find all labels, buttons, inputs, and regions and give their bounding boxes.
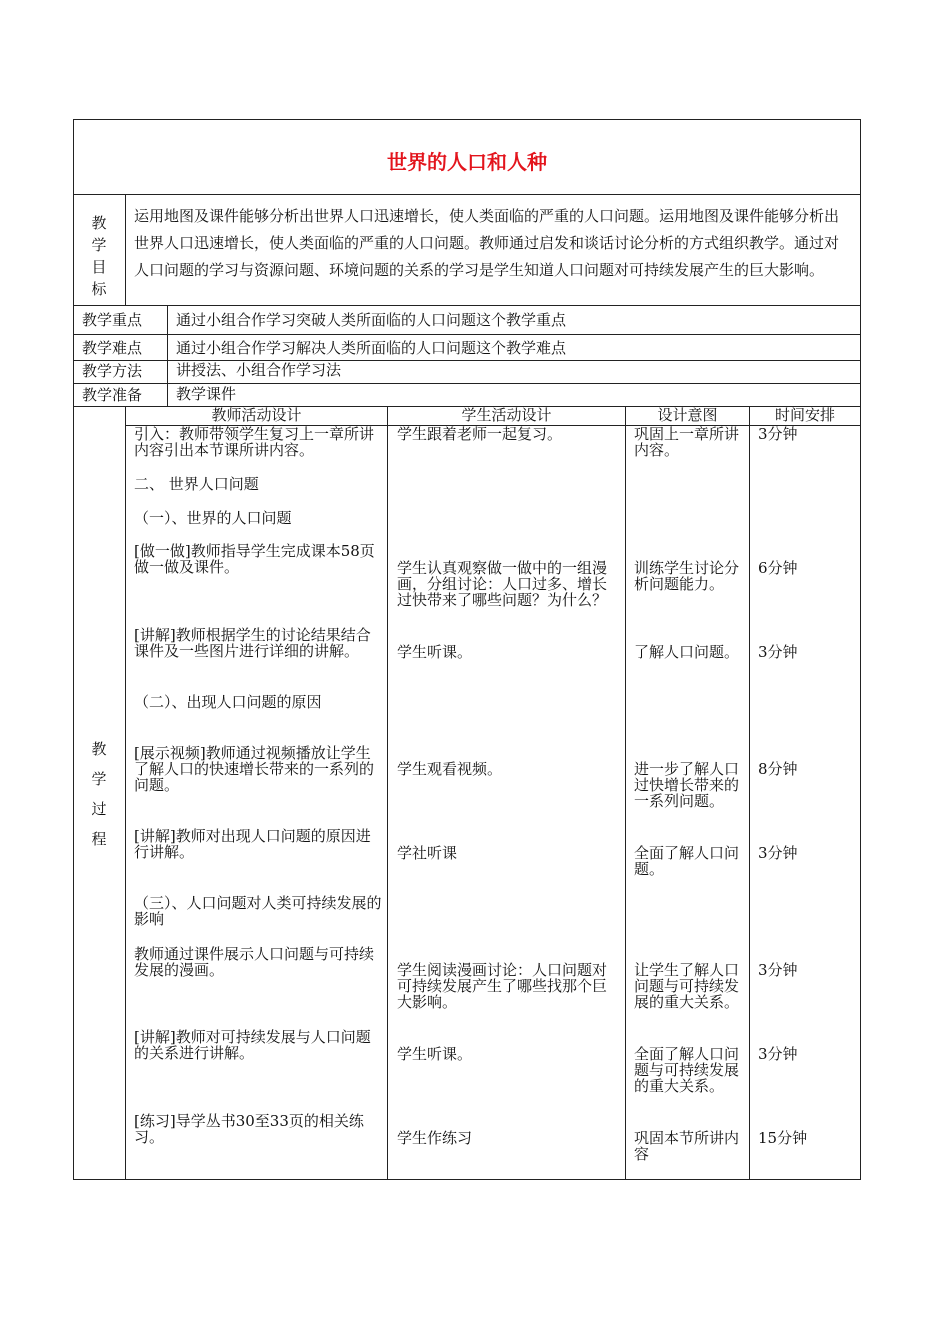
teacher-activity: [做一做]教师指导学生完成课本58页做一做及课件。 bbox=[134, 542, 375, 576]
rule-label-column bbox=[125, 194, 126, 306]
process-label bbox=[82, 734, 116, 854]
student-activity: 学生听课。 bbox=[397, 643, 473, 661]
rule-teacher-column bbox=[387, 406, 388, 1180]
time-allocation: 3分钟 bbox=[758, 643, 798, 661]
objectives-label-char: 学 bbox=[91, 236, 107, 254]
teacher-activity: [练习]导学丛书30至33页的相关练习。 bbox=[134, 1112, 364, 1146]
column-header-intent: 设计意图 bbox=[657, 406, 718, 424]
design-intent: 全面了解人口问题与可持续发展的重大关系。 bbox=[634, 1045, 740, 1095]
row-label: 教学重点 bbox=[82, 311, 143, 329]
process-label-char: 程 bbox=[91, 830, 107, 848]
student-activity: 学生观看视频。 bbox=[397, 760, 503, 778]
time-allocation: 8分钟 bbox=[758, 760, 798, 778]
time-allocation: 3分钟 bbox=[758, 961, 798, 979]
teacher-activity: 教师通过课件展示人口问题与可持续发展的漫画。 bbox=[134, 945, 375, 979]
teacher-activity: （一）、世界的人口问题 bbox=[134, 509, 292, 527]
rule-below-objectives bbox=[73, 305, 861, 306]
objectives-label-char: 教 bbox=[91, 214, 107, 232]
objectives-label bbox=[82, 212, 116, 300]
design-intent: 训练学生讨论分析问题能力。 bbox=[634, 559, 740, 593]
design-intent: 巩固本节所讲内容 bbox=[634, 1129, 740, 1163]
time-allocation: 3分钟 bbox=[758, 425, 798, 443]
student-activity: 学生跟着老师一起复习。 bbox=[397, 425, 563, 443]
student-activity: 学社听课 bbox=[397, 844, 458, 862]
column-header-time: 时间安排 bbox=[774, 406, 835, 424]
row-label: 教学方法 bbox=[82, 362, 143, 380]
teacher-activity: [讲解]教师对出现人口问题的原因进行讲解。 bbox=[134, 827, 371, 861]
row-value: 通过小组合作学习突破人类所面临的人口问题这个教学重点 bbox=[176, 311, 567, 329]
row-value: 讲授法、小组合作学习法 bbox=[176, 361, 342, 379]
time-allocation: 3分钟 bbox=[758, 1045, 798, 1063]
objectives-label-char: 标 bbox=[91, 280, 107, 298]
rule-row-label-column bbox=[167, 305, 168, 407]
column-header-student: 学生活动设计 bbox=[461, 406, 552, 424]
rule-student-column bbox=[625, 406, 626, 1180]
table-border-right bbox=[860, 119, 861, 1180]
design-intent: 进一步了解人口过快增长带来的一系列问题。 bbox=[634, 760, 740, 810]
student-activity: 学生认真观察做一做中的一组漫画，分组讨论：人口过多、增长过快带来了哪些问题？为什么？ bbox=[397, 559, 608, 609]
design-intent: 了解人口问题。 bbox=[634, 643, 740, 661]
process-label-char: 教 bbox=[91, 740, 107, 758]
process-label-char: 过 bbox=[91, 800, 107, 818]
table-border-top bbox=[73, 119, 861, 120]
teacher-activity: （二）、出现人口问题的原因 bbox=[134, 693, 322, 711]
rule-below-title bbox=[73, 194, 861, 195]
time-allocation: 15分钟 bbox=[758, 1129, 808, 1147]
objectives-text: 运用地图及课件能够分析出世界人口迅速增长，使人类面临的严重的人口问题。运用地图及课件能够分析出世界人口迅速增长，使人类面临的严重的人口问题。教师通过启发和谈话讨论分析的方式组织教学。通过对人口问题的学习与资源问题、环境问题的关系的学习是学生知道人口问题对可持续发展产生的巨大影响。 bbox=[134, 207, 840, 279]
process-label-char: 学 bbox=[91, 770, 107, 788]
teacher-activity: 引入：教师带领学生复习上一章所讲内容引出本节课所讲内容。 bbox=[134, 425, 375, 459]
design-intent: 让学生了解人口问题与可持续发展的重大关系。 bbox=[634, 961, 740, 1011]
row-value: 教学课件 bbox=[176, 385, 237, 403]
student-activity: 学生作练习 bbox=[397, 1129, 473, 1147]
table-border-left bbox=[73, 119, 74, 1180]
design-intent: 全面了解人口问题。 bbox=[634, 844, 740, 878]
row-value: 通过小组合作学习解决人类所面临的人口问题这个教学难点 bbox=[176, 339, 567, 357]
teacher-activity: （三）、人口问题对人类可持续发展的影响 bbox=[134, 894, 382, 928]
column-header-teacher: 教师活动设计 bbox=[211, 406, 302, 424]
row-label: 教学难点 bbox=[82, 339, 143, 357]
teacher-activity: [讲解]教师对可持续发展与人口问题的关系进行讲解。 bbox=[134, 1028, 371, 1062]
time-allocation: 6分钟 bbox=[758, 559, 798, 577]
design-intent: 巩固上一章所讲内容。 bbox=[634, 425, 740, 459]
objectives-label-char: 目 bbox=[91, 258, 107, 276]
rule-intent-column bbox=[749, 406, 750, 1180]
rule-process-label-column bbox=[125, 406, 126, 1180]
student-activity: 学生听课。 bbox=[397, 1045, 473, 1063]
table-border-bottom bbox=[73, 1179, 861, 1180]
teacher-activity: [展示视频]教师通过视频播放让学生了解人口的快速增长带来的一系列的问题。 bbox=[134, 744, 375, 794]
page-title: 世界的人口和人种 bbox=[387, 150, 547, 174]
rule-below-key-points bbox=[73, 334, 861, 335]
teacher-activity: 二、 世界人口问题 bbox=[134, 475, 259, 493]
teacher-activity: [讲解]教师根据学生的讨论结果结合课件及一些图片进行详细的讲解。 bbox=[134, 626, 371, 660]
rule-below-methods bbox=[73, 383, 861, 384]
time-allocation: 3分钟 bbox=[758, 844, 798, 862]
row-label: 教学准备 bbox=[82, 386, 143, 404]
student-activity: 学生阅读漫画讨论：人口问题对可持续发展产生了哪些找那个巨大影响。 bbox=[397, 961, 608, 1011]
